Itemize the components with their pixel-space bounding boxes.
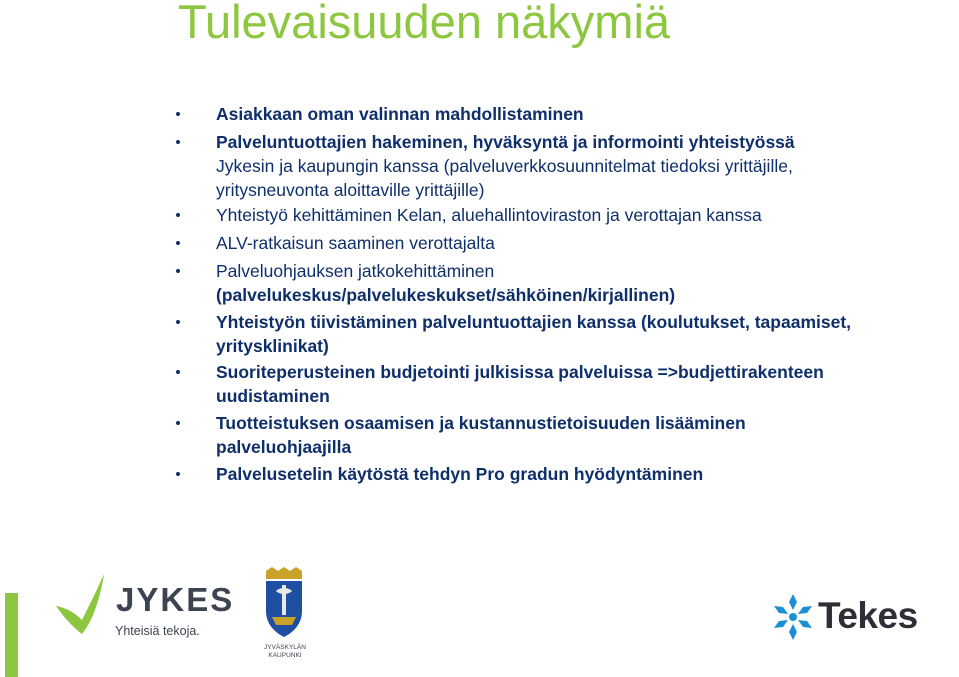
bullet-dot — [176, 370, 180, 374]
bullet-line: uudistaminen — [216, 386, 330, 406]
green-accent-bar — [5, 593, 18, 677]
bullet-line: Jykesin ja kaupungin kanssa (palveluverkkosuunnitelmat tiedoksi yrittäjille, — [216, 156, 793, 176]
city-crest-icon — [262, 567, 306, 637]
bullet-dot — [176, 269, 180, 273]
bullet-dot — [176, 112, 180, 116]
jykes-tagline: Yhteisiä tekoja. — [115, 624, 200, 638]
city-name — [257, 644, 313, 660]
bullet-line: Palvelusetelin käytöstä tehdyn Pro gradun hyödyntäminen — [216, 464, 704, 484]
slide-title: Tulevaisuuden näkymiä — [178, 0, 671, 48]
bullet-line: Suoriteperusteinen budjetointi julkisissa palveluissa =>budjettirakenteen — [216, 362, 824, 382]
bullet-dot — [176, 472, 180, 476]
bullet-line: Palveluntuottajien hakeminen, hyväksyntä ja informointi yhteistyössä — [216, 132, 795, 152]
city-name-line2: KAUPUNKI — [268, 652, 302, 659]
bullet-dot — [176, 320, 180, 324]
bullet-line: Asiakkaan oman valinnan mahdollistaminen — [216, 104, 584, 124]
bullet-line: Yhteistyön tiivistäminen palveluntuottajien kanssa (koulutukset, tapaamiset, — [216, 312, 852, 332]
bullet-dot — [176, 140, 180, 144]
bullet-line: Tuotteistuksen osaamisen ja kustannustietoisuuden lisääminen — [216, 413, 746, 433]
bullet-line: (palvelukeskus/palvelukeskukset/sähköinen/kirjallinen) — [216, 285, 676, 305]
bullet-dot — [176, 241, 180, 245]
bullet-line: yritysneuvonta aloittaville yrittäjille) — [216, 180, 485, 200]
bullet-line: ALV-ratkaisun saaminen verottajalta — [216, 233, 495, 253]
bullet-line: yritysklinikat) — [216, 336, 329, 356]
tekes-logo-icon — [770, 592, 816, 642]
bullet-dot — [176, 421, 180, 425]
bullet-line: Palveluohjauksen jatkokehittäminen — [216, 261, 495, 281]
bullet-line: palveluohjaajilla — [216, 437, 352, 457]
city-name-line1: JYVÄSKYLÄN — [264, 644, 306, 651]
jykes-logo-text: JYKES — [116, 581, 235, 618]
tekes-logo-text: Tekes — [818, 595, 918, 636]
bullet-line: Yhteistyö kehittäminen Kelan, aluehallintoviraston ja verottajan kanssa — [216, 205, 762, 225]
bullet-dot — [176, 213, 180, 217]
